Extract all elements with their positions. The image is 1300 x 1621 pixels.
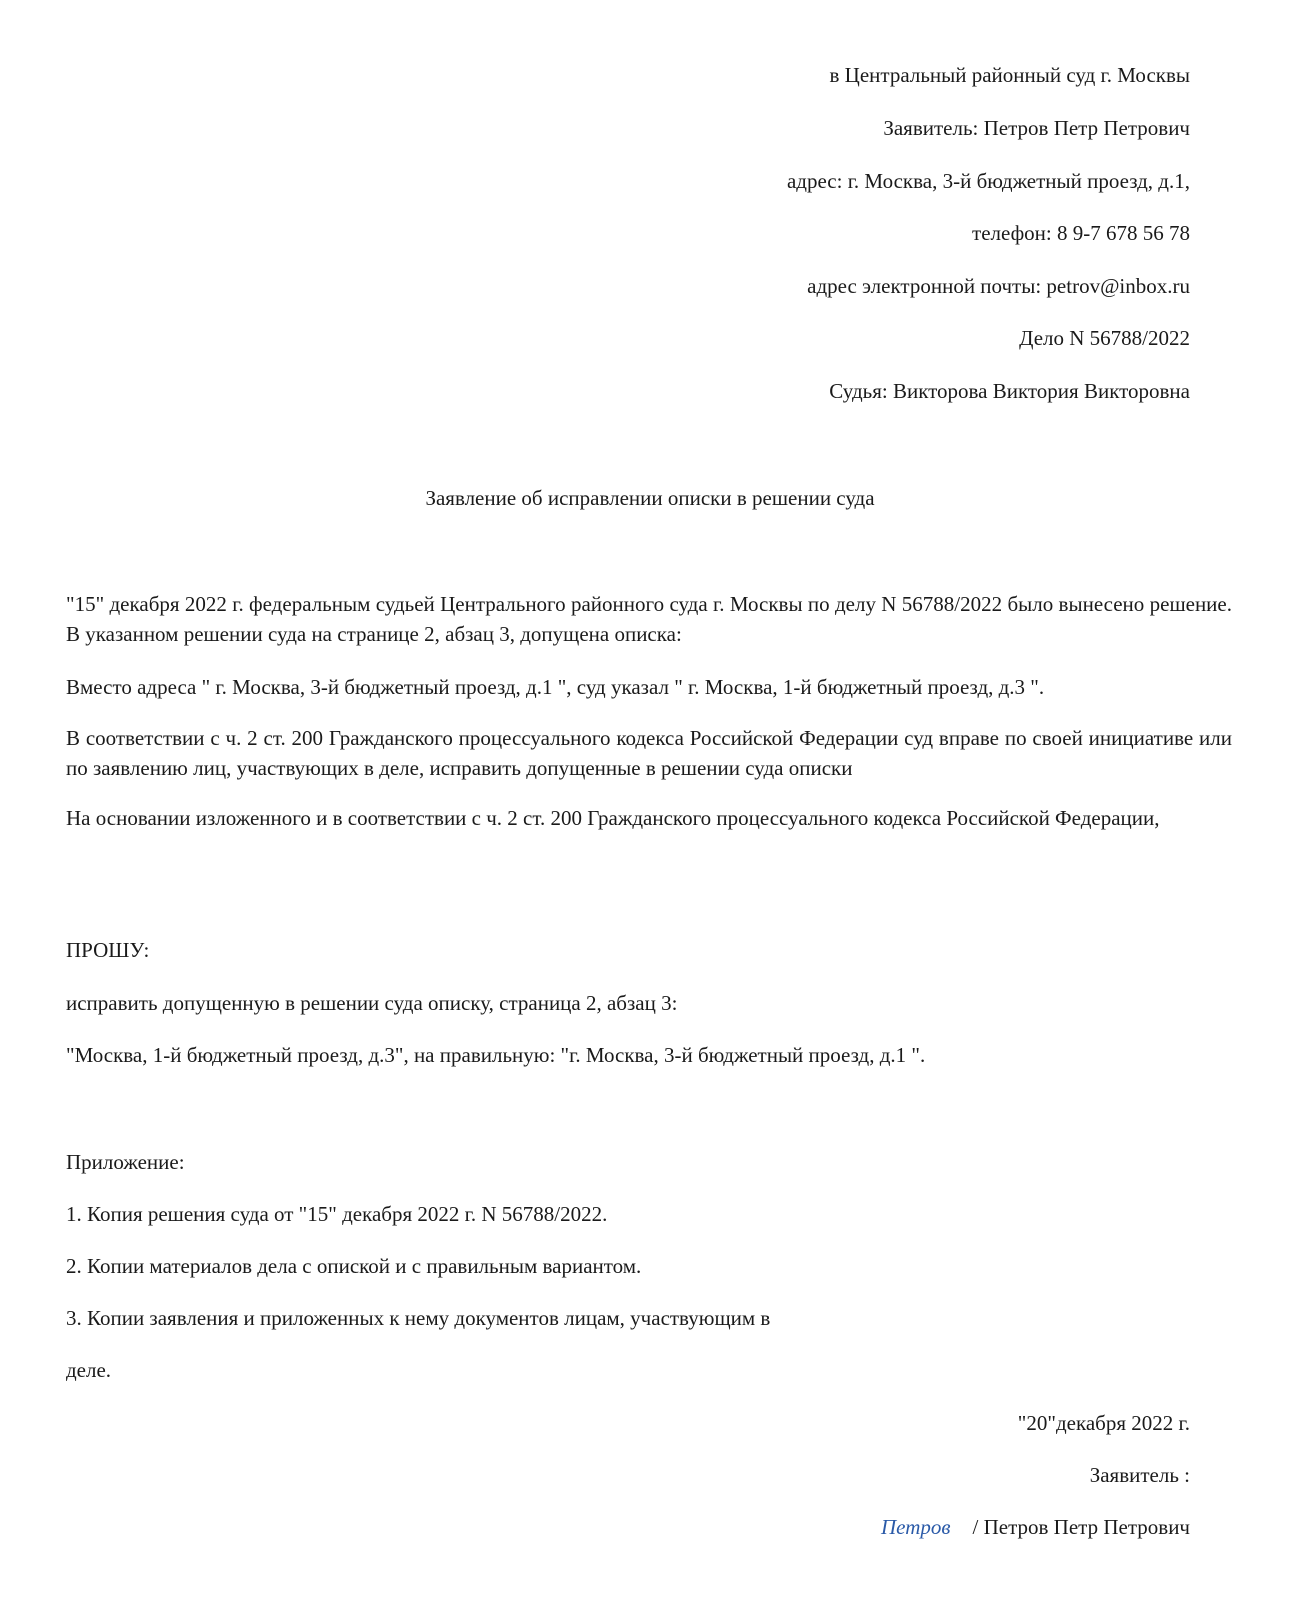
document-title: Заявление об исправлении описки в решении суда (425, 486, 875, 510)
body-paragraph-2: Вместо адреса " г. Москва, 3-й бюджетный проезд, д.1 ", суд указал " г. Москва, 1-й бюджетный проезд, д.3 ". (66, 675, 1045, 699)
signature-line (881, 1514, 1190, 1540)
body-paragraph-4: На основании изложенного и в соответствии с ч. 2 ст. 200 Гражданского процессуального кодекса Российской Федерации, (66, 806, 1160, 830)
attachments-heading: Приложение: (66, 1150, 185, 1174)
attachment-item-3: 3. Копии заявления и приложенных к нему документов лицам, участвующим в (66, 1306, 771, 1330)
applicant-name: Заявитель: Петров Петр Петрович (883, 116, 1190, 140)
handwritten-signature: Петров (881, 1515, 951, 1539)
applicant-address: адрес: г. Москва, 3-й бюджетный проезд, д.1, (786, 169, 1190, 193)
court-addressee: в Центральный районный суд г. Москвы (829, 63, 1190, 87)
applicant-phone: телефон: 8 9-7 678 56 78 (972, 221, 1190, 245)
attachment-item-1: 1. Копия решения суда от "15" декабря 2022 г. N 56788/2022. (66, 1202, 608, 1226)
body-paragraph-3: В соответствии с ч. 2 ст. 200 Гражданского процессуального кодекса Российской Федерации суд вправе по своей инициативе или по заявлению лиц, участвующих в деле, исправить допущенные в решении суда описки (66, 726, 1232, 780)
attachment-item-2: 2. Копии материалов дела с опиской и с правильным вариантом. (66, 1254, 642, 1278)
judge-name: Судья: Викторова Виктория Викторовна (829, 379, 1190, 403)
signing-date: "20"декабря 2022 г. (1017, 1411, 1190, 1435)
attachment-item-3-continued: деле. (66, 1358, 112, 1382)
request-line-1: исправить допущенную в решении суда описку, страница 2, абзац 3: (66, 991, 678, 1015)
applicant-email: адрес электронной почты: petrov@inbox.ru (807, 274, 1190, 298)
signature-name: / Петров Петр Петрович (972, 1515, 1190, 1539)
request-line-2: "Москва, 1-й бюджетный проезд, д.3", на правильную: "г. Москва, 3-й бюджетный проезд, д.1 ". (66, 1043, 926, 1067)
request-heading: ПРОШУ: (66, 938, 150, 962)
body-paragraph-1: "15" декабря 2022 г. федеральным судьей Центрального районного суда г. Москвы по делу N 56788/2022 было вынесено решение. В указанном решении суда на странице 2, абзац 3, допущена описка: (66, 592, 1232, 646)
case-number: Дело N 56788/2022 (1019, 326, 1190, 350)
applicant-label: Заявитель : (1089, 1463, 1190, 1487)
